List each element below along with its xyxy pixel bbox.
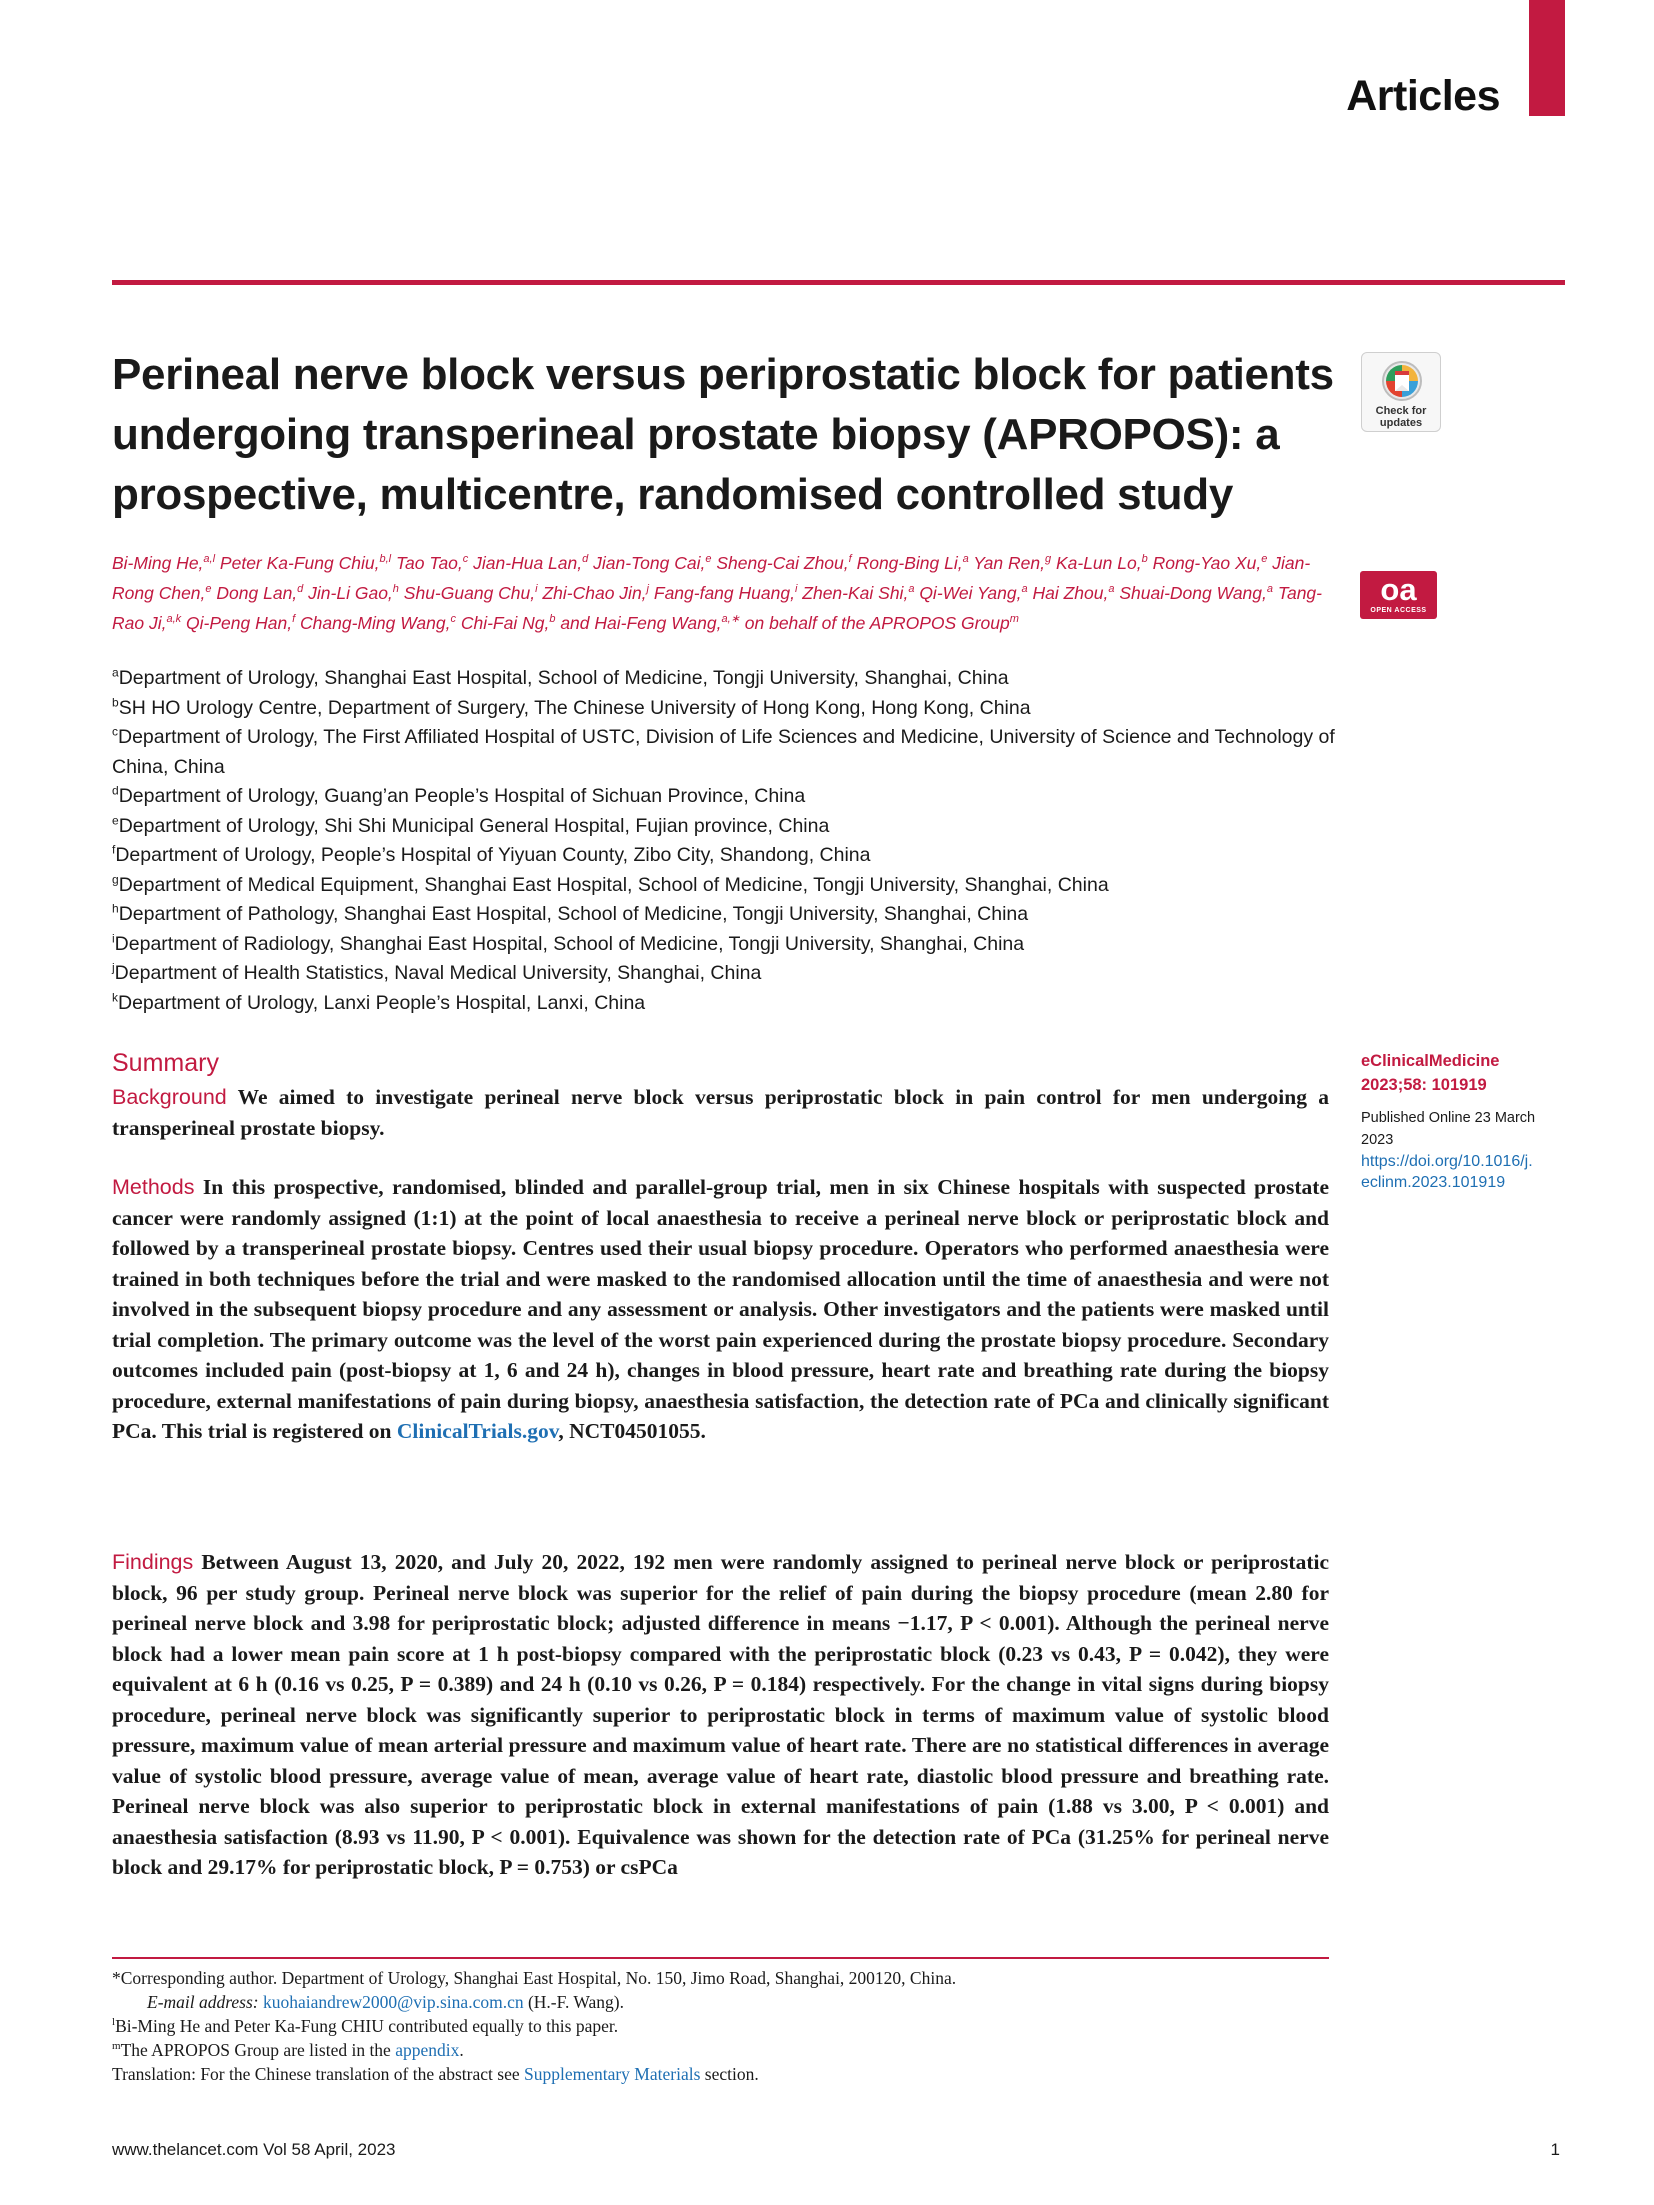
author-name: Fang-fang Huang, [653, 583, 795, 603]
findings-text: Between August 13, 2020, and July 20, 2022, 192 men were randomly assigned to perineal nerve block or periprostatic block, 96 per study group. Perineal nerve block was superior for the relief of pain during the biopsy procedure (mean 2.80 for perineal nerve block and 3.98 for periprostatic block; adjusted difference in means −1.17, P < 0.001). Although the perineal nerve block had a lower mean pain score at 1 h post-biopsy compared with the periprostatic block (0.23 vs 0.43, P = 0.042), they were equivalent at 6 h (0.16 vs 0.25, P = 0.389) and 24 h (0.10 vs 0.26, P = 0.184) respectively. For the change in vital signs during biopsy procedure, perineal nerve block was significantly superior to periprostatic block in terms of maximum value of systolic blood pressure, maximum value of mean arterial pressure and maximum value of heart rate. There are no statistical differences in average value of systolic blood pressure, average value of mean, average value of heart rate, diastolic blood pressure and breathing rate. Perineal nerve block was also superior to periprostatic block in external manifestations of pain (1.88 vs 3.00, P < 0.001) and anaesthesia satisfaction (8.93 vs 11.90, P < 0.001). Equivalence was shown for the detection rate of PCa (31.25% for perineal nerve block and 29.17% for periprostatic block, P = 0.753) or csPCa [112, 1550, 1330, 1879]
author-affiliation-marker: b [549, 613, 556, 626]
author-list [112, 548, 1332, 638]
email-label: E-mail address: [147, 1992, 259, 2012]
author-name: Bi-Ming He, [112, 553, 204, 573]
author-name: Dong Lan, [216, 583, 298, 603]
author-affiliation-marker: f [848, 553, 852, 566]
equal-contribution-text: Bi-Ming He and Peter Ka-Fung CHIU contributed equally to this paper. [115, 2016, 619, 2036]
author [560, 613, 740, 633]
author [857, 553, 969, 573]
abstract-background [112, 1082, 1329, 1143]
affiliation-item [112, 959, 1342, 989]
footnote-group: $^m$The APROPOS Group are listed in the appendix. [112, 2040, 464, 2060]
email-tail: (H.-F. Wang). [527, 1992, 624, 2012]
author-name: Chi-Fai Ng, [460, 613, 550, 633]
author-name: Qi-Wei Yang, [919, 583, 1022, 603]
author-affiliation-marker: i [535, 583, 538, 596]
footnote-corresponding: *Corresponding author. Department of Urology, Shanghai East Hospital, No. 150, Jimo Road, Shanghai, 200120, China. [112, 1968, 957, 1988]
author-name: Yan Ren, [973, 553, 1045, 573]
author [973, 553, 1051, 573]
author-name: Shu-Guang Chu, [403, 583, 536, 603]
affiliation-key: g [112, 872, 119, 886]
author-name: Shuai-Dong Wang, [1119, 583, 1267, 603]
author-affiliation-marker: h [392, 583, 399, 596]
author-name: Jian-Hua Lan, [473, 553, 583, 573]
affiliation-text: Department of Urology, The First Affiliated Hospital of USTC, Division of Life Sciences and Medicine, University of Science and Technology of China, China [112, 726, 1335, 778]
author-affiliation-marker: b,l [379, 553, 392, 566]
corresponding-author-text: Corresponding author. Department of Urology, Shanghai East Hospital, No. 150, Jimo Road, Shanghai, 200120, China. [120, 1968, 957, 1988]
author-affiliation-marker: a,k [166, 613, 182, 626]
author [1119, 583, 1273, 603]
author [396, 553, 468, 573]
author-name: Jian-Tong Cai, [593, 553, 706, 573]
affiliation-item [112, 841, 1342, 871]
author-name: Rong-Bing Li, [856, 553, 963, 573]
author-affiliation-marker: a [962, 553, 969, 566]
author [461, 613, 556, 633]
article-title: Perineal nerve block versus periprostatic block for patients undergoing transperineal prostate biopsy (APROPOS): a prospective, multicentre, randomised controlled study [112, 350, 1334, 519]
affiliation-item [112, 871, 1342, 901]
affiliation-item [112, 812, 1342, 842]
translation-text: Translation: For the Chinese translation of the abstract see [112, 2064, 520, 2084]
affiliation-key: i [112, 931, 115, 945]
affiliation-key: j [112, 960, 115, 975]
corner-accent-bar [1529, 0, 1565, 116]
affiliation-key: h [112, 901, 119, 916]
affiliation-list [112, 664, 1342, 1018]
author-affiliation-marker: a [1266, 583, 1273, 596]
affiliation-item [112, 723, 1342, 782]
author-affiliation-marker: e [205, 583, 212, 596]
author-affiliation-marker: a,∗ [721, 613, 740, 626]
author-name: Sheng-Cai Zhou, [716, 553, 849, 573]
author-affiliation-marker: j [646, 583, 649, 596]
open-access-logo: oa [1380, 572, 1417, 607]
author [1056, 553, 1148, 573]
affiliation-text: Department of Urology, Lanxi People’s Hospital, Lanxi, China [118, 991, 646, 1014]
footnote-email [112, 1990, 1342, 2014]
author-name: Ka-Lun Lo, [1055, 553, 1142, 573]
author [593, 553, 711, 573]
abstract-methods [112, 1172, 1329, 1447]
author [542, 583, 649, 603]
affiliation-key: d [112, 783, 119, 798]
supplementary-materials-link[interactable]: Supplementary Materials [523, 2064, 701, 2084]
affiliation-text: Department of Urology, Guang’an People’s Hospital of Sichuan Province, China [118, 785, 806, 807]
author-affiliation-marker: m [1009, 613, 1019, 626]
footnote-rule [112, 1957, 1329, 1959]
footnote-list [112, 1966, 1342, 2086]
author [220, 553, 391, 573]
author [1153, 553, 1268, 573]
author-affiliation-marker: e [705, 553, 712, 566]
affiliation-key: a [112, 665, 119, 680]
author [716, 553, 851, 573]
affiliation-text: Department of Pathology, Shanghai East Hospital, School of Medicine, Tongji University, Shanghai, China [118, 903, 1029, 925]
author-affiliation-marker: a [1108, 583, 1115, 596]
affiliation-key: f [112, 842, 116, 857]
affiliation-key: e [112, 813, 119, 827]
author-name: Qi-Peng Han, [186, 613, 293, 633]
abstract-findings [112, 1547, 1329, 1883]
summary-heading: Summary [112, 1049, 219, 1077]
group-text: The APROPOS Group are listed in the [120, 2040, 391, 2060]
author [112, 553, 215, 573]
author-affiliation-marker: c [462, 553, 469, 566]
affiliation-item [112, 782, 1342, 812]
author-affiliation-marker: a [1021, 583, 1028, 596]
crossmark-icon [1380, 359, 1424, 403]
footnote-translation [112, 2062, 1342, 2086]
author [216, 583, 303, 603]
author-name: Hai Zhou, [1032, 583, 1109, 603]
author-name: Tao Tao, [395, 553, 463, 573]
findings-label: Findings [112, 1550, 194, 1574]
affiliation-text: Department of Medical Equipment, Shanghai East Hospital, School of Medicine, Tongji University, Shanghai, China [118, 873, 1109, 896]
methods-text: In this prospective, randomised, blinded and parallel-group trial, men in six Chinese hospitals with suspected prostate cancer were randomly assigned (1:1) at the point of local anaesthesia to receive a perineal nerve block or periprostatic block and followed by a transperineal prostate biopsy. Centres used their usual biopsy procedure. Operators who performed anaesthesia were trained in both techniques before the trial and were masked to the randomised allocation until the time of anaesthesia and were not involved in the subsequent biopsy procedure and any assessment or analysis. Other investigators and the patients were masked until trial completion. The primary outcome was the level of the worst pain experienced during the prostate biopsy procedure. Secondary outcomes included pain (post-biopsy at 1, 6 and 24 h), changes in blood pressure, heart rate and breathing rate during the biopsy procedure, external manifestations of pain during biopsy, anaesthesia satisfaction, the detection rate of PCa and clinically significant PCa. This trial is registered on [112, 1175, 1329, 1443]
author-name: Zhi-Chao Jin, [542, 583, 647, 603]
doi-link[interactable]: https://doi.org/10.1016/j.eclinm.2023.101919 [1361, 1153, 1533, 1191]
author-affiliation-marker: c [450, 613, 456, 626]
affiliation-item [112, 900, 1342, 930]
author [745, 613, 1019, 633]
author [473, 553, 588, 573]
author-name: and Hai-Feng Wang, [560, 613, 722, 633]
background-label: Background [112, 1085, 227, 1109]
affiliation-text: Department of Urology, People’s Hospital of Yiyuan County, Zibo City, Shandong, China [115, 844, 871, 866]
author-affiliation-marker: a,l [203, 553, 216, 566]
affiliation-key: b [112, 695, 119, 709]
affiliation-text: Department of Urology, Shi Shi Municipal General Hospital, Fujian province, China [118, 814, 830, 837]
author [1032, 583, 1114, 603]
author-name: Zhen-Kai Shi, [802, 583, 909, 603]
author-affiliation-marker: i [794, 583, 798, 596]
check-for-updates-label: Check for updates [1375, 405, 1427, 429]
footer-journal-info: www.thelancet.com Vol 58 April, 2023 [112, 2140, 396, 2159]
affiliation-text: Department of Urology, Shanghai East Hospital, School of Medicine, Tongji University, Shanghai, China [118, 667, 1009, 689]
author-name: Jin-Li Gao, [308, 583, 393, 603]
email-link[interactable]: kuohaiandrew2000@vip.sina.com.cn [263, 1992, 524, 2012]
journal-name: eClinicalMedicine [1361, 1052, 1500, 1070]
author [308, 583, 399, 603]
affiliation-text: SH HO Urology Centre, Department of Surgery, The Chinese University of Hong Kong, Hong Kong, China [118, 696, 1031, 719]
author-affiliation-marker: a [908, 583, 915, 596]
affiliation-text: Department of Health Statistics, Naval Medical University, Shanghai, China [114, 962, 762, 984]
author [654, 583, 798, 603]
open-access-label: OPEN ACCESS [1370, 607, 1427, 614]
author-affiliation-marker: f [292, 613, 296, 626]
author-name: Peter Ka-Fung Chiu, [219, 553, 380, 573]
author [404, 583, 538, 603]
section-label: Articles [1346, 72, 1500, 120]
author-affiliation-marker: g [1044, 553, 1052, 566]
author-affiliation-marker: d [582, 553, 589, 566]
open-access-badge [1360, 571, 1437, 619]
publication-date: Published Online 23 March 2023 [1361, 1110, 1536, 1148]
check-for-updates-badge[interactable] [1361, 352, 1441, 432]
author-name: on behalf of the APROPOS Group [744, 613, 1010, 633]
author [802, 583, 914, 603]
affiliation-text: Department of Radiology, Shanghai East Hospital, School of Medicine, Tongji University, Shanghai, China [114, 932, 1025, 955]
citation-sidebar [1361, 1049, 1536, 1193]
affiliation-item [112, 989, 1342, 1019]
methods-label: Methods [112, 1175, 195, 1199]
author-name: Rong-Yao Xu, [1152, 553, 1262, 573]
author [186, 613, 295, 633]
clinicaltrials-link[interactable]: ClinicalTrials.gov [396, 1419, 559, 1443]
affiliation-item [112, 930, 1342, 960]
footnote-equal-contribution: $^l$Bi-Ming He and Peter Ka-Fung CHIU contributed equally to this paper. [112, 2016, 619, 2036]
translation-tail: section. [704, 2064, 759, 2084]
affiliation-item [112, 664, 1342, 694]
page-number: 1 [1550, 2140, 1560, 2159]
author-affiliation-marker: b [1141, 553, 1148, 566]
affiliation-key: k [112, 990, 118, 1004]
appendix-link[interactable]: appendix [395, 2040, 460, 2060]
author-name: Chang-Ming Wang, [300, 613, 451, 633]
affiliation-item [112, 694, 1342, 724]
journal-volume: 2023;58: 101919 [1361, 1076, 1487, 1094]
methods-tail: , NCT04501055. [558, 1419, 706, 1443]
author [300, 613, 456, 633]
author-name: Tang-Rao Ji, [112, 583, 1322, 633]
author-affiliation-marker: e [1261, 553, 1268, 566]
header-rule [112, 280, 1565, 285]
author [919, 583, 1027, 603]
background-text: We aimed to investigate perineal nerve block versus periprostatic block in pain control for men undergoing a transperineal prostate biopsy. [112, 1085, 1329, 1140]
author-name: Jian-Rong Chen, [112, 553, 1311, 603]
author-affiliation-marker: d [297, 583, 304, 596]
affiliation-key: c [112, 724, 118, 739]
